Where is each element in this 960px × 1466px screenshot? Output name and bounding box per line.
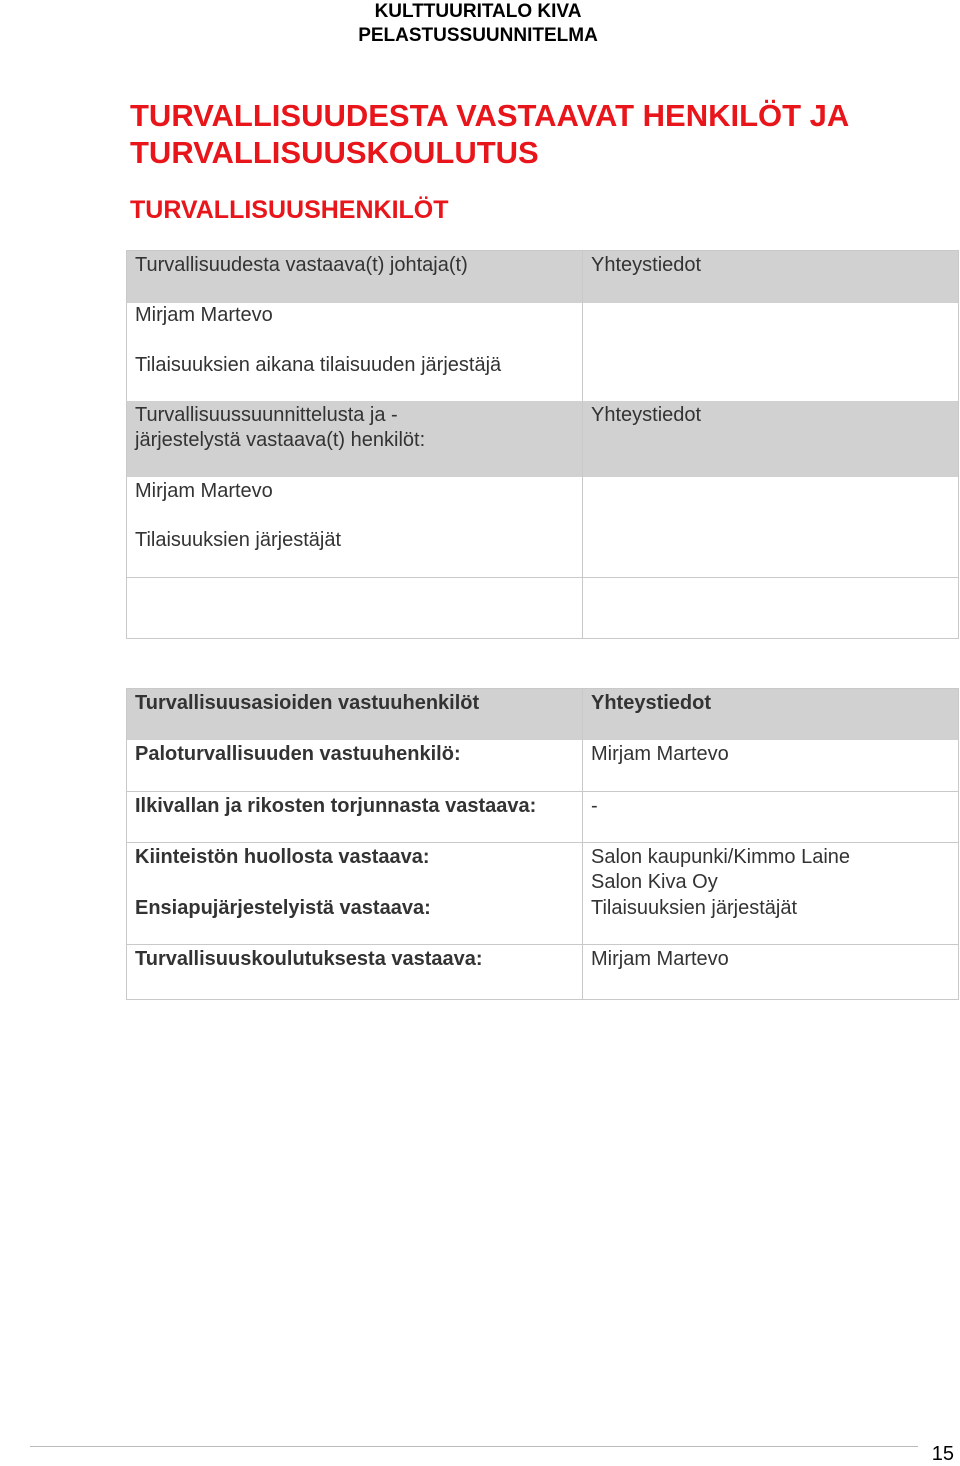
header-document-type: PELASTUSSUUNNITELMA bbox=[358, 25, 598, 46]
header-organization: KULTTUURITALO KIVA bbox=[374, 1, 582, 22]
footer-divider bbox=[30, 1446, 918, 1447]
property-maintenance-label: Kiinteistön huollosta vastaava: bbox=[135, 846, 430, 868]
property-maintenance-person-line2: Salon Kiva Oy bbox=[591, 871, 718, 893]
column-divider bbox=[582, 251, 583, 638]
first-aid-person: Tilaisuuksien järjestäjät bbox=[591, 897, 798, 919]
header-responsible-managers: Turvallisuudesta vastaava(t) johtaja(t) bbox=[135, 254, 468, 276]
empty-table-row bbox=[127, 577, 958, 640]
page-title bbox=[130, 97, 930, 171]
manager-role-note: Tilaisuuksien aikana tilaisuuden järjestäjä bbox=[135, 354, 502, 376]
page-number: 15 bbox=[931, 1443, 954, 1465]
table-row bbox=[127, 944, 958, 1001]
property-maintenance-person bbox=[591, 845, 951, 895]
page-title-line1: TURVALLISUUDESTA VASTAAVAT HENKILÖT JA bbox=[130, 98, 850, 133]
page-title-line2: TURVALLISUUSKOULUTUS bbox=[130, 135, 539, 170]
document-header bbox=[300, 0, 656, 48]
table-row bbox=[127, 740, 958, 791]
vandalism-person: - bbox=[591, 795, 598, 817]
planner-name: Mirjam Martevo bbox=[135, 480, 273, 502]
header-contact-info: Yhteystiedot bbox=[591, 254, 702, 276]
safety-training-person: Mirjam Martevo bbox=[591, 948, 729, 970]
header-planning-responsible bbox=[135, 403, 575, 453]
column-divider bbox=[582, 689, 583, 999]
table-row bbox=[127, 842, 958, 894]
planner-role-note: Tilaisuuksien järjestäjät bbox=[135, 529, 342, 551]
table-header-row bbox=[127, 689, 958, 740]
first-aid-label: Ensiapujärjestelyistä vastaava: bbox=[135, 897, 431, 919]
table-header-row bbox=[127, 401, 958, 477]
header-planning-responsible-line2: järjestelystä vastaava(t) henkilöt: bbox=[135, 429, 426, 451]
vandalism-label: Ilkivallan ja rikosten torjunnasta vastaava: bbox=[135, 795, 537, 817]
fire-safety-label: Paloturvallisuuden vastuuhenkilö: bbox=[135, 743, 461, 765]
header-responsible-persons: Turvallisuusasioiden vastuuhenkilöt bbox=[135, 692, 480, 714]
safety-managers-table bbox=[126, 250, 959, 639]
table-row bbox=[127, 791, 958, 843]
manager-name: Mirjam Martevo bbox=[135, 304, 273, 326]
section-heading: TURVALLISUUSHENKILÖT bbox=[130, 196, 449, 224]
table-row bbox=[127, 893, 958, 944]
header-planning-responsible-line1: Turvallisuussuunnittelusta ja - bbox=[135, 404, 398, 426]
responsible-persons-table bbox=[126, 688, 959, 1000]
header-contact-info: Yhteystiedot bbox=[591, 692, 712, 714]
header-contact-info: Yhteystiedot bbox=[591, 404, 702, 426]
table-header-row bbox=[127, 251, 958, 303]
fire-safety-person: Mirjam Martevo bbox=[591, 743, 729, 765]
safety-training-label: Turvallisuuskoulutuksesta vastaava: bbox=[135, 948, 483, 970]
property-maintenance-person-line1: Salon kaupunki/Kimmo Laine bbox=[591, 846, 851, 868]
